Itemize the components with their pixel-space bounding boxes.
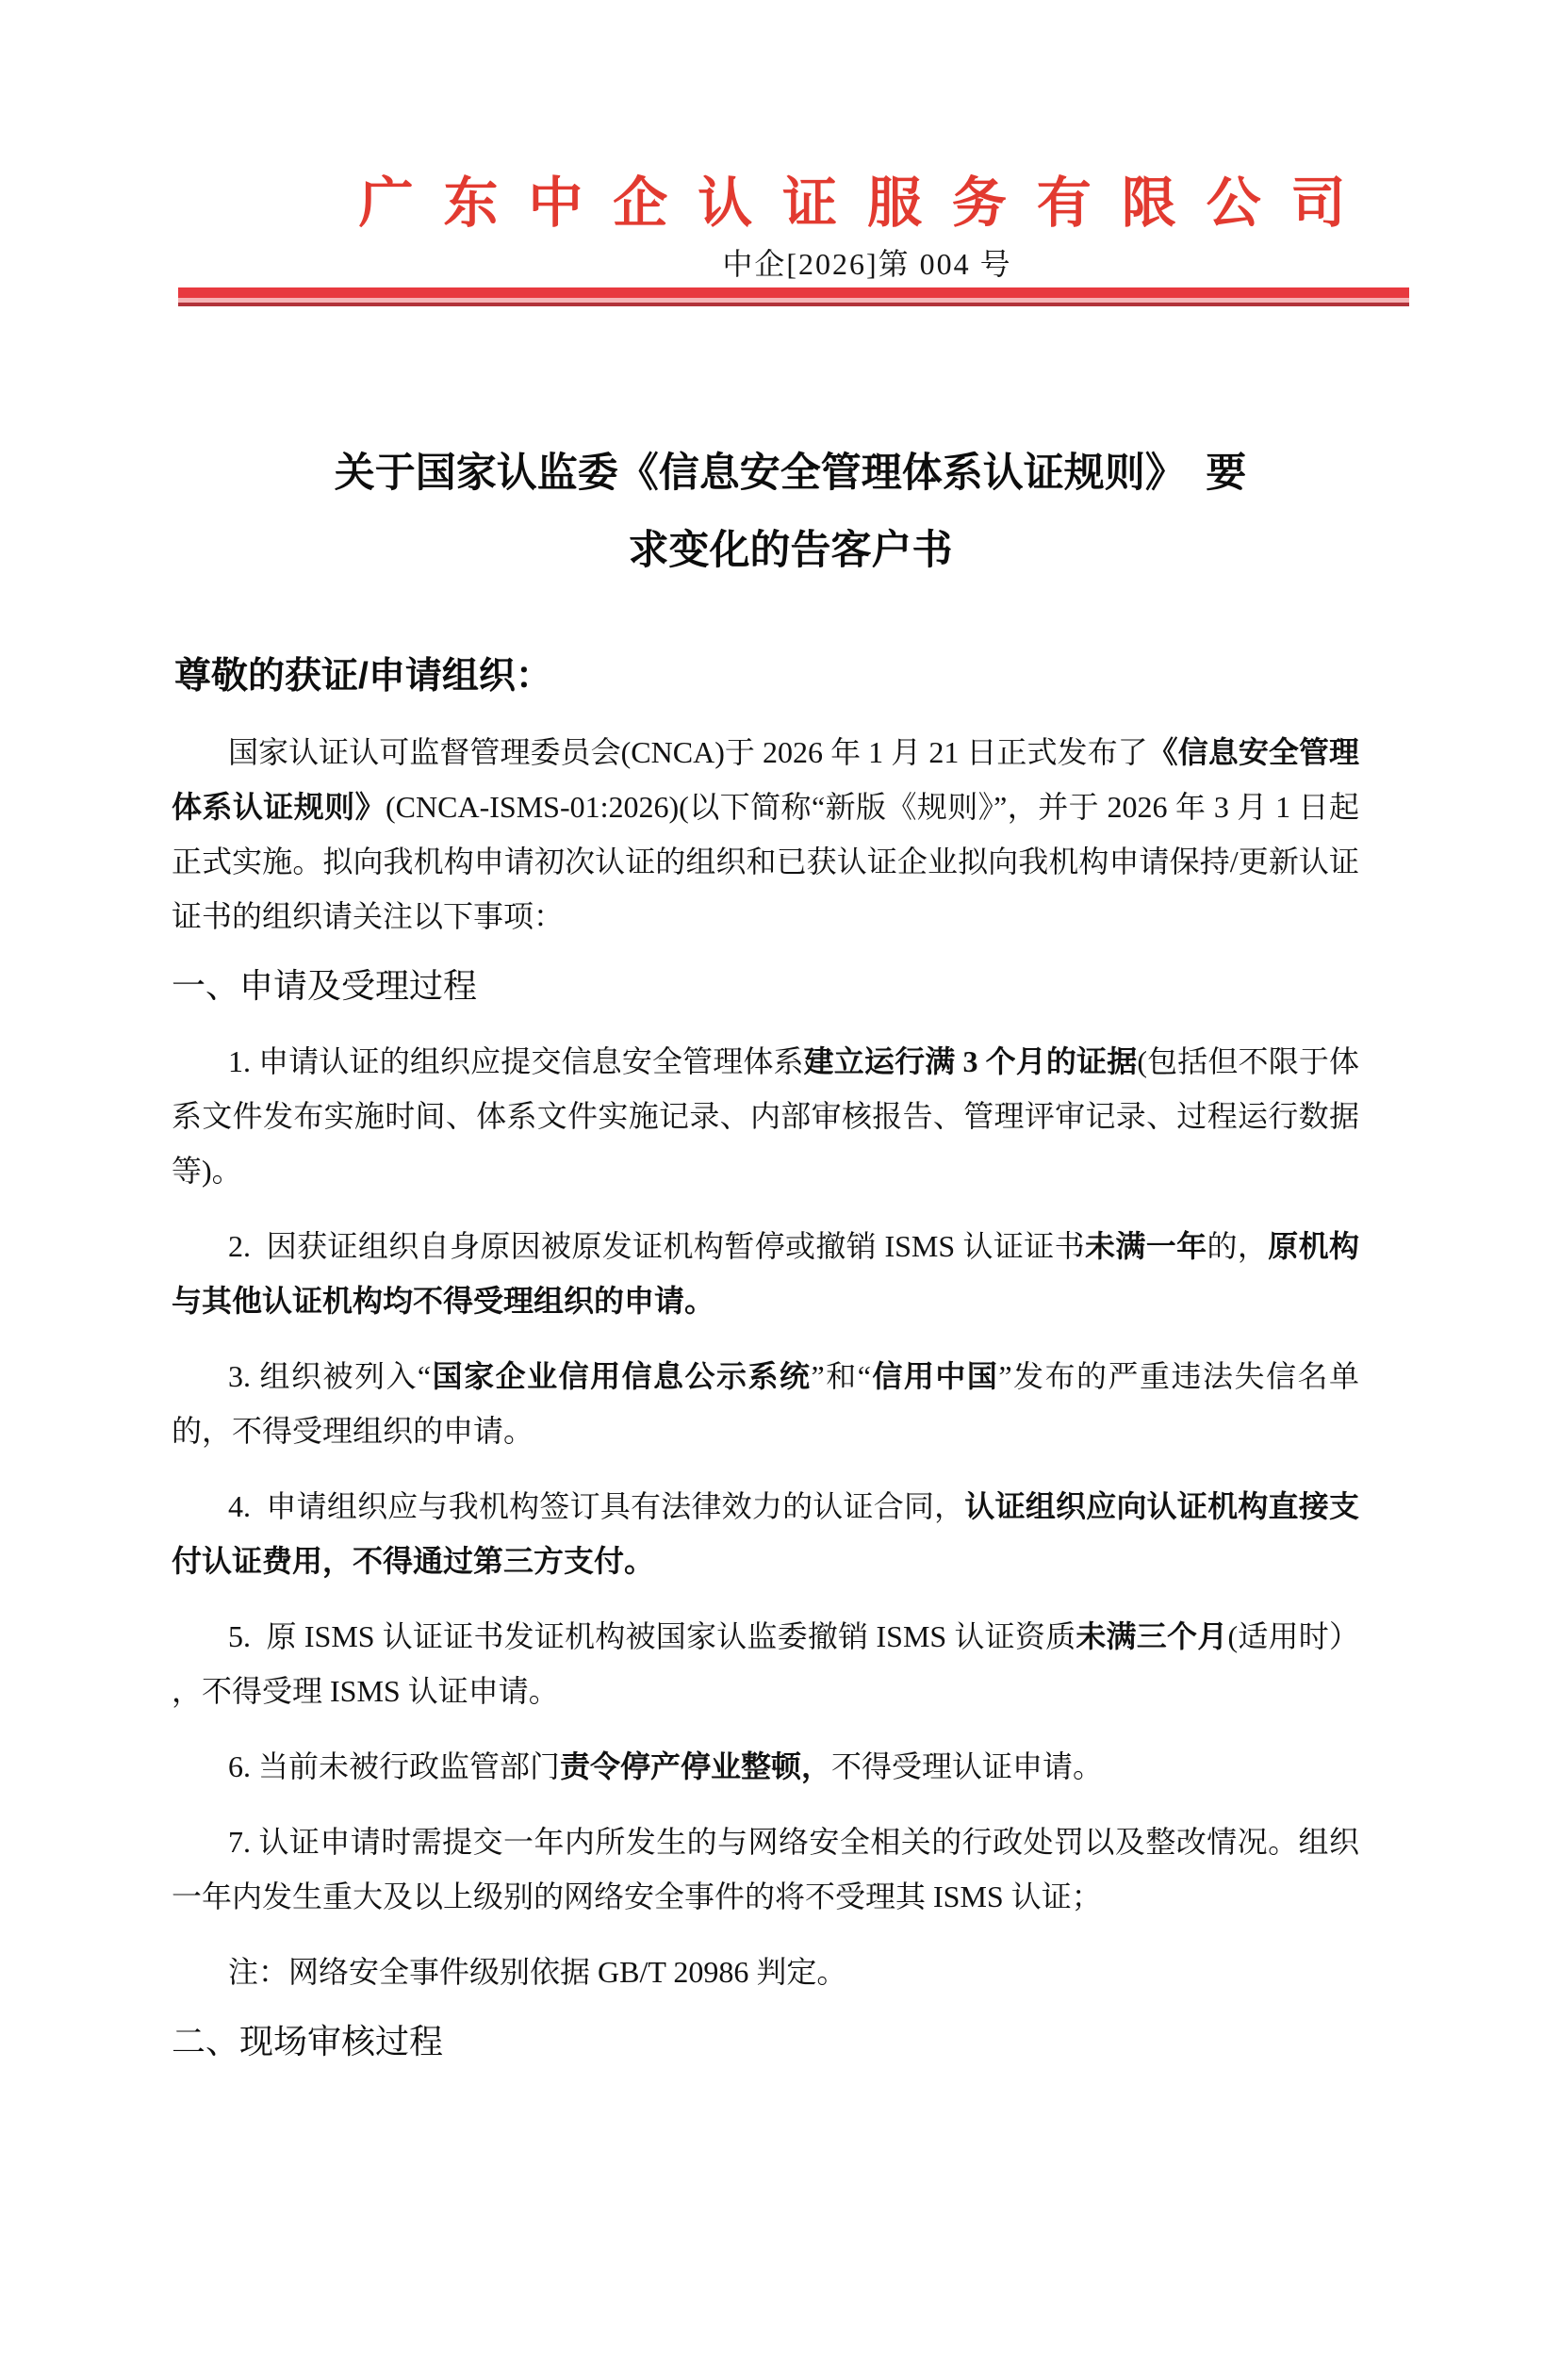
- paragraph: [172, 1945, 1359, 1999]
- divider-dark-line: [178, 303, 1409, 306]
- paragraph: [172, 1609, 1374, 1718]
- section-heading: [172, 2014, 1359, 2069]
- text-run: 国家认证认可监督管理委员会(CNCA)于 2026 年 1 月 21 日正式发布了: [228, 734, 1148, 769]
- bold-text-run: 认证组织应向认证机构直接支付认证费用，不得通过第三方支付。: [172, 1488, 1359, 1578]
- text-run: (CNCA-ISMS-01:2026)(以下简称“新版《规则》”，并于 2026 年 3 月 1 日起正式实施。拟向我机构申请初次认证的组织和已获认证企业拟向我机构申请保持/更新认证证书的组织请关注以下事项：: [172, 789, 1359, 933]
- bold-text-run: 未满一年: [1085, 1228, 1207, 1263]
- document-title-line2: 求变化的告客户书: [628, 527, 953, 573]
- paragraph: [172, 1034, 1359, 1198]
- text-run: 3. 组织被列入“: [228, 1358, 432, 1393]
- document-number: 中企[2026]第 004 号: [722, 246, 1012, 281]
- paragraph: [172, 1814, 1359, 1924]
- text-run: ”和“: [811, 1358, 871, 1393]
- paragraph: [172, 1739, 1359, 1794]
- letterhead: [174, 172, 1560, 281]
- text-run: (包括但不限于体系文件发布实施时间、体系文件实施记录、内部审核报告、管理评审记录、过程运行数据等)。: [172, 1043, 1359, 1188]
- salutation: 尊敬的获证/申请组织：: [174, 655, 552, 697]
- text-run: 注：网络安全事件级别依据 GB/T 20986 判定。: [228, 1954, 847, 1989]
- text-run: 的，: [1207, 1228, 1269, 1263]
- bold-text-run: 国家企业信用信息公示系统: [431, 1358, 812, 1393]
- document-page: [0, 172, 1560, 2380]
- text-run: 一、申请及受理过程: [172, 965, 478, 1005]
- bold-text-run: 责令停产停业整顿，: [560, 1748, 832, 1783]
- paragraph: [172, 1349, 1359, 1458]
- bold-text-run: 建立运行满 3 个月的证据: [803, 1043, 1138, 1078]
- letterhead-divider: [178, 287, 1409, 306]
- document-title-line1: 关于国家认监委《信息安全管理体系认证规则》 要: [334, 450, 1247, 496]
- text-run: 6. 当前未被行政监管部门: [228, 1748, 561, 1783]
- bold-text-run: 原机构与其他认证机构均不得受理组织的申请。: [172, 1228, 1359, 1318]
- section-heading: [172, 959, 1359, 1013]
- document-body: [172, 725, 1374, 2069]
- bold-text-run: 《信息安全管理体系认证规则》: [172, 734, 1359, 824]
- text-run: 2. 因获证组织自身原因被原发证机构暂停或撤销 ISMS 认证证书: [228, 1228, 1085, 1263]
- bold-text-run: 未满三个月: [1076, 1618, 1228, 1653]
- text-run: ”发布的严重违法失信名单的，不得受理组织的申请。: [172, 1358, 1359, 1448]
- text-run: (适用时） ，不得受理 ISMS 认证申请。: [172, 1618, 1374, 1708]
- text-run: 不得受理认证申请。: [831, 1748, 1104, 1783]
- text-run: 二、现场审核过程: [172, 2021, 444, 2060]
- paragraph: [172, 1479, 1359, 1588]
- text-run: 1. 申请认证的组织应提交信息安全管理体系: [228, 1043, 804, 1078]
- company-name: 广东中企认证服务有限公司: [358, 172, 1376, 234]
- divider-thick-line: [178, 287, 1409, 298]
- document-title: [172, 435, 1409, 589]
- paragraph: [172, 725, 1359, 944]
- bold-text-run: 信用中国: [870, 1358, 999, 1393]
- text-run: 5. 原 ISMS 认证证书发证机构被国家认监委撤销 ISMS 认证资质: [228, 1618, 1076, 1653]
- text-run: 7. 认证申请时需提交一年内所发生的与网络安全相关的行政处罚以及整改情况。组织一年内发生重大及以上级别的网络安全事件的将不受理其 ISMS 认证；: [172, 1824, 1359, 1913]
- paragraph: [172, 1219, 1359, 1328]
- text-run: 4. 申请组织应与我机构签订具有法律效力的认证合同，: [228, 1488, 965, 1523]
